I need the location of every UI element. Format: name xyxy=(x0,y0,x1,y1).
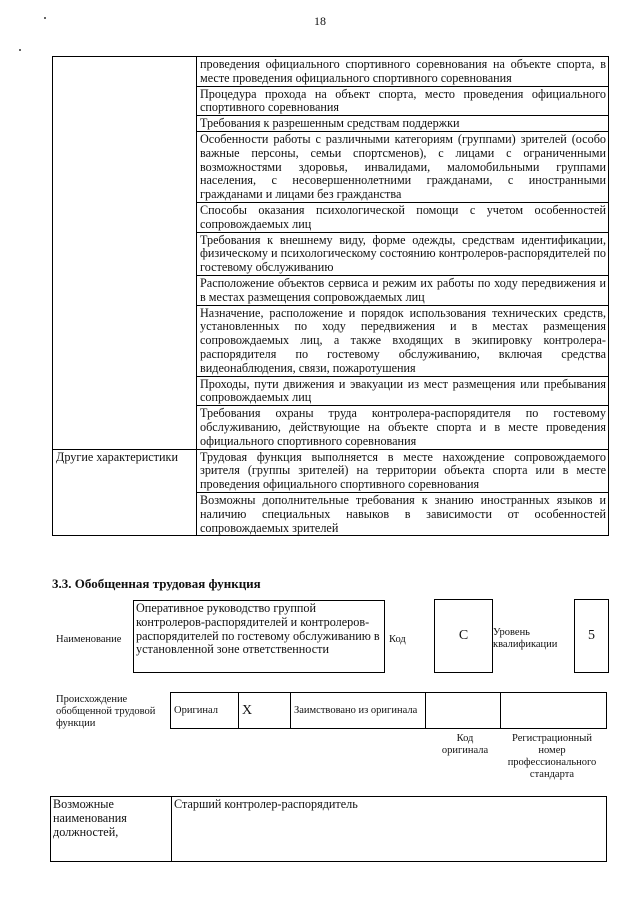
code-value-box: С xyxy=(434,599,493,673)
positions-table xyxy=(50,796,607,862)
origin-label: Происхождение обобщенной трудовой функции xyxy=(56,694,156,729)
row-text: Способы оказания психологической помощи с учетом особенностей сопровождаемых лиц xyxy=(197,202,609,232)
row-text: Назначение, расположение и порядок использования технических средств, установленных по ходу передвижения и в местах размещения сопровождаемых лиц, а также входящих в экипировку контролера-распорядителя по гостевому обслуживанию, включая средства видеонаблюдения, связи, пожаротушения xyxy=(197,305,609,376)
row-text: Требования охраны труда контролера-распорядителя по гостевому обслуживанию, действующие на объекте спорта и в месте проведения официального спортивного соревнования xyxy=(197,406,609,449)
scan-speck xyxy=(19,49,21,51)
requirement-row xyxy=(53,275,609,305)
row-text: Процедура прохода на объект спорта, место проведения официального спортивного соревнования xyxy=(197,86,609,116)
requirement-row xyxy=(53,57,609,87)
positions-label: Возможные наименования должностей, xyxy=(51,797,172,862)
level-value-box: 5 xyxy=(574,599,609,673)
section-title: 3.3. Обобщенная трудовая функция xyxy=(52,576,261,591)
row-label xyxy=(53,131,197,202)
row-label: Другие характеристики xyxy=(53,449,197,492)
row-label xyxy=(53,305,197,376)
requirement-row xyxy=(53,376,609,406)
original-mark: Х xyxy=(239,693,291,729)
requirement-row xyxy=(53,232,609,275)
requirement-row xyxy=(53,492,609,535)
row-label xyxy=(53,376,197,406)
reg-number-cell xyxy=(501,693,607,729)
row-label xyxy=(53,86,197,116)
original-label: Оригинал xyxy=(171,693,239,729)
row-text: Возможны дополнительные требования к знанию иностранных языков и наличию специальных навыков в зависимости от особенностей сопровождаемых зрителей xyxy=(197,492,609,535)
row-text: Требования к внешнему виду, форме одежды, средствам идентификации, физическому и психологическому состоянию контролеров-распорядителей по гостевому обслуживанию xyxy=(197,232,609,275)
function-name-box: Оперативное руководство группой контролеров-распорядителей и контролеров-распорядителей по гостевому обслуживанию в установленной зоне ответственности xyxy=(133,600,385,673)
row-label xyxy=(53,116,197,132)
positions-value: Старший контролер-распорядитель xyxy=(172,797,607,862)
requirement-row xyxy=(53,406,609,449)
row-label xyxy=(53,275,197,305)
level-label: Уровень квалификации xyxy=(493,627,558,650)
row-label xyxy=(53,492,197,535)
row-text: Проходы, пути движения и эвакуации из мест размещения или пребывания сопровождаемых лиц xyxy=(197,376,609,406)
borrowed-label: Заимствовано из оригинала xyxy=(291,693,426,729)
row-text: Расположение объектов сервиса и режим их работы по ходу передвижения и в местах размещения сопровождаемых лиц xyxy=(197,275,609,305)
code-label: Код xyxy=(389,634,406,645)
row-text: Трудовая функция выполняется в месте нахождение сопровождаемого зрителя (группы зрителей) на территории объекта спорта или в месте проведения официального спортивного соревнования xyxy=(197,449,609,492)
original-code-cell xyxy=(426,693,501,729)
row-label xyxy=(53,232,197,275)
requirement-row xyxy=(53,86,609,116)
knowledge-requirements-table xyxy=(52,56,609,536)
row-label xyxy=(53,406,197,449)
row-label xyxy=(53,202,197,232)
row-label xyxy=(53,57,197,87)
requirement-row xyxy=(53,449,609,492)
requirement-row xyxy=(53,131,609,202)
name-label: Наименование xyxy=(56,634,122,645)
scan-speck xyxy=(44,17,46,19)
requirement-row xyxy=(53,202,609,232)
page-number: 18 xyxy=(314,14,326,28)
requirement-row xyxy=(53,116,609,132)
row-text: Требования к разрешенным средствам поддержки xyxy=(197,116,609,132)
row-text: проведения официального спортивного соревнования на объекте спорта, в месте проведения официального спортивного соревнования xyxy=(197,57,609,87)
reg-caption: Регистрационный номер профессионального стандарта xyxy=(507,733,597,780)
row-text: Особенности работы с различными категориям (группами) зрителей (особо важные персоны, семьи спортсменов), с лицами с ограниченными возможностями здоровья, инвалидами, маломобильными группами населения, с несовершеннолетними гражданами, с иностранными гражданами и лицами без гражданства xyxy=(197,131,609,202)
origin-table xyxy=(170,692,607,729)
requirement-row xyxy=(53,305,609,376)
code-caption: Код оригинала xyxy=(441,733,489,756)
